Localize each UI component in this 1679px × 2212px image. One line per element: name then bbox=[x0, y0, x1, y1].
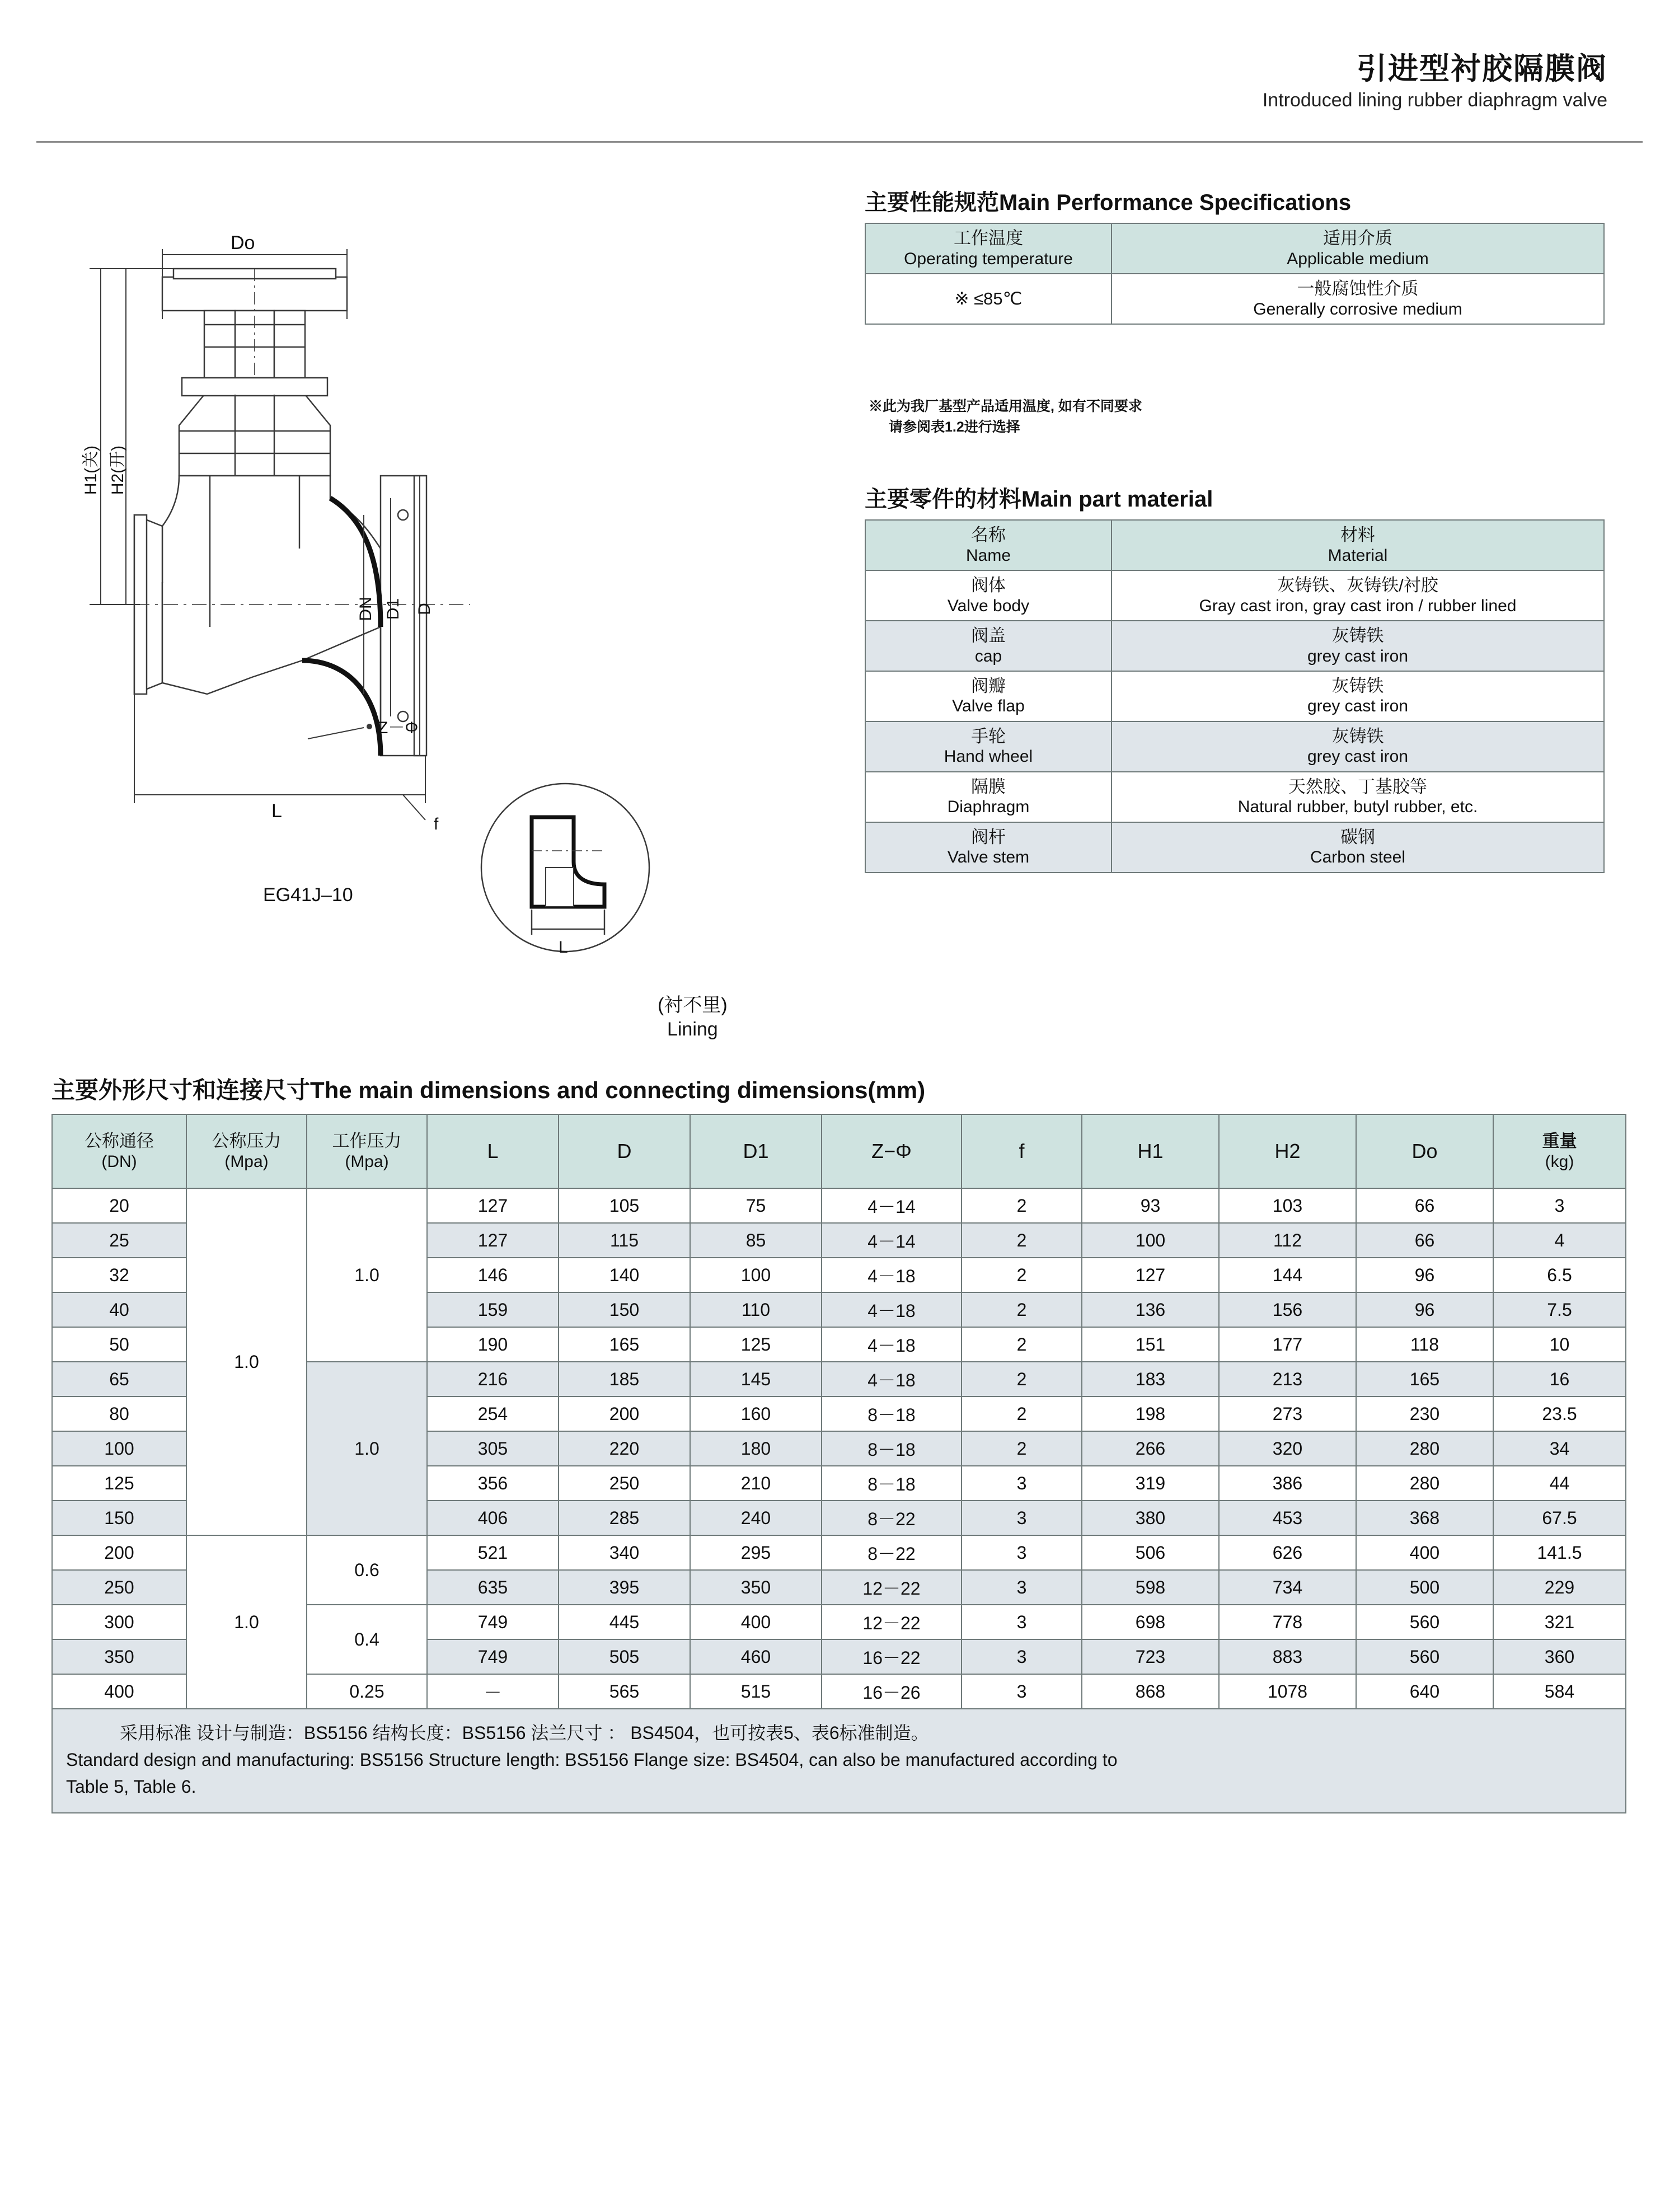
dim-col-f: f bbox=[962, 1114, 1082, 1188]
footnote-zh: 采用标准 设计与制造：BS5156 结构长度：BS5156 法兰尺寸 ： BS4504，也可按表5、表6标准制造。 bbox=[120, 1723, 929, 1743]
dim-col-d: D bbox=[559, 1114, 690, 1188]
table-row bbox=[52, 1535, 1626, 1570]
lining-label-en: Lining bbox=[667, 1018, 718, 1040]
cell-h2: 103 bbox=[1219, 1188, 1356, 1223]
dim-col-working-pressure: 工作压力 (Mpa) bbox=[307, 1114, 427, 1188]
cell-l: 749 bbox=[427, 1639, 559, 1674]
cell-z-phi: 4－18 bbox=[822, 1327, 962, 1362]
cell-d1: 400 bbox=[690, 1605, 822, 1639]
table-row bbox=[865, 822, 1604, 873]
cell-f: 2 bbox=[962, 1188, 1082, 1223]
lining-label-zh: (衬不里) bbox=[658, 995, 728, 1016]
cell-z-phi: 16－22 bbox=[822, 1639, 962, 1674]
cell-l: 406 bbox=[427, 1501, 559, 1535]
cell-l: 127 bbox=[427, 1223, 559, 1258]
dim-col-do: Do bbox=[1356, 1114, 1493, 1188]
cell-dn: 100 bbox=[52, 1431, 186, 1466]
cell-do: 500 bbox=[1356, 1570, 1493, 1605]
cell-d1: 100 bbox=[690, 1258, 822, 1292]
cell-h1: 319 bbox=[1082, 1466, 1219, 1501]
cell-f: 2 bbox=[962, 1327, 1082, 1362]
cell-l: 190 bbox=[427, 1327, 559, 1362]
cell-nominal-pressure-group-1: 1.0 bbox=[186, 1188, 307, 1535]
cell-z-phi: 4－18 bbox=[822, 1258, 962, 1292]
cell-l: 356 bbox=[427, 1466, 559, 1501]
table-row bbox=[865, 274, 1604, 324]
cell-h2: 626 bbox=[1219, 1535, 1356, 1570]
cell-h2: 273 bbox=[1219, 1396, 1356, 1431]
cell-weight: 7.5 bbox=[1493, 1292, 1626, 1327]
cell-h2: 112 bbox=[1219, 1223, 1356, 1258]
material-name-cell: 阀瓣 Valve flap bbox=[865, 671, 1111, 721]
cell-dn: 200 bbox=[52, 1535, 186, 1570]
cell-h2: 177 bbox=[1219, 1327, 1356, 1362]
dimensions-table bbox=[51, 1114, 1626, 1813]
material-name-cell: 阀杆 Valve stem bbox=[865, 822, 1111, 873]
cell-f: 3 bbox=[962, 1639, 1082, 1674]
page-title-zh: 引进型衬胶隔膜阀 bbox=[1357, 52, 1607, 86]
dim-label-d: D bbox=[415, 603, 434, 615]
cell-d: 250 bbox=[559, 1466, 690, 1501]
page-title-en: Introduced lining rubber diaphragm valve bbox=[1262, 90, 1607, 111]
cell-d: 140 bbox=[559, 1258, 690, 1292]
cell-d1: 160 bbox=[690, 1396, 822, 1431]
cell-dn: 125 bbox=[52, 1466, 186, 1501]
cell-do: 280 bbox=[1356, 1466, 1493, 1501]
cell-f: 3 bbox=[962, 1570, 1082, 1605]
cell-dn: 40 bbox=[52, 1292, 186, 1327]
table-header-row bbox=[865, 520, 1604, 570]
cell-z-phi: 8－18 bbox=[822, 1466, 962, 1501]
material-col-material: 材料 Material bbox=[1111, 520, 1604, 570]
cell-do: 560 bbox=[1356, 1639, 1493, 1674]
cell-h1: 506 bbox=[1082, 1535, 1219, 1570]
cell-h2: 453 bbox=[1219, 1501, 1356, 1535]
cell-l: 521 bbox=[427, 1535, 559, 1570]
cell-dn: 65 bbox=[52, 1362, 186, 1396]
cell-do: 96 bbox=[1356, 1258, 1493, 1292]
cell-z-phi: 8－22 bbox=[822, 1535, 962, 1570]
cell-dn: 400 bbox=[52, 1674, 186, 1709]
cell-d: 505 bbox=[559, 1639, 690, 1674]
cell-z-phi: 12－22 bbox=[822, 1605, 962, 1639]
perf-col-medium: 适用介质 Applicable medium bbox=[1111, 223, 1604, 274]
table-footnote-row bbox=[52, 1709, 1626, 1813]
cell-weight: 16 bbox=[1493, 1362, 1626, 1396]
cell-d1: 85 bbox=[690, 1223, 822, 1258]
performance-footnote-line1: ※此为我厂基型产品适用温度, 如有不同要求 bbox=[869, 399, 1142, 415]
cell-l: 305 bbox=[427, 1431, 559, 1466]
cell-f: 3 bbox=[962, 1466, 1082, 1501]
cell-working-pressure-group-4: 0.4 bbox=[307, 1605, 427, 1674]
cell-d: 340 bbox=[559, 1535, 690, 1570]
performance-footnote bbox=[869, 376, 1142, 457]
performance-section-heading: 主要性能规范Main Performance Specifications bbox=[865, 190, 1352, 215]
dim-label-l-detail: L bbox=[559, 938, 568, 957]
dimensions-footnote bbox=[52, 1709, 1626, 1813]
dim-label-do: Do bbox=[231, 235, 255, 254]
cell-d: 115 bbox=[559, 1223, 690, 1258]
material-name-cell: 阀体 Valve body bbox=[865, 570, 1111, 621]
cell-weight: 141.5 bbox=[1493, 1535, 1626, 1570]
cell-f: 2 bbox=[962, 1223, 1082, 1258]
material-col-name: 名称 Name bbox=[865, 520, 1111, 570]
cell-h1: 151 bbox=[1082, 1327, 1219, 1362]
cell-h2: 778 bbox=[1219, 1605, 1356, 1639]
cell-h2: 144 bbox=[1219, 1258, 1356, 1292]
cell-l: － bbox=[427, 1674, 559, 1709]
cell-weight: 4 bbox=[1493, 1223, 1626, 1258]
dimensions-section-heading: 主要外形尺寸和连接尺寸The main dimensions and connecting dimensions(mm) bbox=[51, 1077, 926, 1103]
header-divider bbox=[36, 141, 1643, 143]
cell-d1: 295 bbox=[690, 1535, 822, 1570]
dim-label-d1: D1 bbox=[384, 598, 402, 620]
cell-do: 96 bbox=[1356, 1292, 1493, 1327]
material-value-cell: 灰铸铁 grey cast iron bbox=[1111, 671, 1604, 721]
cell-h1: 723 bbox=[1082, 1639, 1219, 1674]
cell-weight: 584 bbox=[1493, 1674, 1626, 1709]
cell-weight: 3 bbox=[1493, 1188, 1626, 1223]
cell-d1: 180 bbox=[690, 1431, 822, 1466]
cell-weight: 360 bbox=[1493, 1639, 1626, 1674]
material-value-cell: 碳钢 Carbon steel bbox=[1111, 822, 1604, 873]
perf-value-medium: 一般腐蚀性介质 Generally corrosive medium bbox=[1111, 274, 1604, 324]
cell-weight: 10 bbox=[1493, 1327, 1626, 1362]
cell-dn: 250 bbox=[52, 1570, 186, 1605]
cell-d: 150 bbox=[559, 1292, 690, 1327]
table-header-row bbox=[865, 223, 1604, 274]
cell-dn: 350 bbox=[52, 1639, 186, 1674]
cell-d: 105 bbox=[559, 1188, 690, 1223]
cell-d1: 515 bbox=[690, 1674, 822, 1709]
table-row bbox=[865, 671, 1604, 721]
valve-model-label: EG41J–10 bbox=[263, 884, 353, 906]
cell-dn: 300 bbox=[52, 1605, 186, 1639]
cell-z-phi: 4－14 bbox=[822, 1223, 962, 1258]
cell-z-phi: 4－18 bbox=[822, 1362, 962, 1396]
dim-col-d1: D1 bbox=[690, 1114, 822, 1188]
cell-weight: 229 bbox=[1493, 1570, 1626, 1605]
cell-z-phi: 12－22 bbox=[822, 1570, 962, 1605]
cell-dn: 20 bbox=[52, 1188, 186, 1223]
cell-d1: 145 bbox=[690, 1362, 822, 1396]
cell-d: 395 bbox=[559, 1570, 690, 1605]
cell-l: 749 bbox=[427, 1605, 559, 1639]
cell-h1: 598 bbox=[1082, 1570, 1219, 1605]
cell-h1: 183 bbox=[1082, 1362, 1219, 1396]
cell-z-phi: 8－18 bbox=[822, 1431, 962, 1466]
cell-f: 3 bbox=[962, 1605, 1082, 1639]
performance-table bbox=[865, 223, 1605, 325]
cell-d: 165 bbox=[559, 1327, 690, 1362]
cell-h1: 100 bbox=[1082, 1223, 1219, 1258]
cell-h1: 127 bbox=[1082, 1258, 1219, 1292]
cell-l: 146 bbox=[427, 1258, 559, 1292]
cell-h2: 320 bbox=[1219, 1431, 1356, 1466]
performance-footnote-line2: 请参阅表1.2进行选择 bbox=[889, 419, 1020, 435]
cell-do: 400 bbox=[1356, 1535, 1493, 1570]
material-name-cell: 隔膜 Diaphragm bbox=[865, 772, 1111, 822]
cell-h2: 213 bbox=[1219, 1362, 1356, 1396]
cell-d1: 460 bbox=[690, 1639, 822, 1674]
material-section-heading: 主要零件的材料Main part material bbox=[865, 487, 1213, 512]
cell-dn: 80 bbox=[52, 1396, 186, 1431]
cell-z-phi: 4－18 bbox=[822, 1292, 962, 1327]
cell-h2: 883 bbox=[1219, 1639, 1356, 1674]
cell-weight: 34 bbox=[1493, 1431, 1626, 1466]
cell-do: 368 bbox=[1356, 1501, 1493, 1535]
cell-working-pressure-group-2: 1.0 bbox=[307, 1362, 427, 1535]
cell-weight: 321 bbox=[1493, 1605, 1626, 1639]
cell-f: 3 bbox=[962, 1674, 1082, 1709]
footnote-en-line2: Table 5, Table 6. bbox=[66, 1777, 196, 1797]
cell-nominal-pressure-group-2: 1.0 bbox=[186, 1535, 307, 1709]
dim-col-weight: 重量 (kg) bbox=[1493, 1114, 1626, 1188]
cell-d1: 210 bbox=[690, 1466, 822, 1501]
cell-dn: 50 bbox=[52, 1327, 186, 1362]
table-header-row bbox=[52, 1114, 1626, 1188]
dim-col-dn: 公称通径 (DN) bbox=[52, 1114, 186, 1188]
dim-label-z-phi: Z－Φ bbox=[378, 719, 419, 737]
cell-h2: 1078 bbox=[1219, 1674, 1356, 1709]
material-value-cell: 灰铸铁、灰铸铁/衬胶 Gray cast iron, gray cast iron / rubber lined bbox=[1111, 570, 1604, 621]
cell-do: 66 bbox=[1356, 1223, 1493, 1258]
cell-d1: 125 bbox=[690, 1327, 822, 1362]
dim-col-l: L bbox=[427, 1114, 559, 1188]
valve-technical-drawing bbox=[67, 235, 823, 1047]
cell-weight: 44 bbox=[1493, 1466, 1626, 1501]
cell-f: 2 bbox=[962, 1362, 1082, 1396]
cell-d1: 75 bbox=[690, 1188, 822, 1223]
dim-label-dn: DN bbox=[357, 597, 375, 621]
footnote-en-line1: Standard design and manufacturing: BS5156 Structure length: BS5156 Flange size: BS4504, can also be manufactured according to bbox=[66, 1750, 1118, 1770]
cell-h2: 386 bbox=[1219, 1466, 1356, 1501]
dim-label-h1: H1(关) bbox=[82, 445, 100, 495]
cell-h1: 380 bbox=[1082, 1501, 1219, 1535]
dim-label-f: f bbox=[434, 815, 439, 833]
cell-l: 127 bbox=[427, 1188, 559, 1223]
cell-d1: 240 bbox=[690, 1501, 822, 1535]
cell-d: 185 bbox=[559, 1362, 690, 1396]
cell-f: 3 bbox=[962, 1535, 1082, 1570]
cell-dn: 25 bbox=[52, 1223, 186, 1258]
cell-h1: 698 bbox=[1082, 1605, 1219, 1639]
material-value-cell: 天然胶、丁基胶等 Natural rubber, butyl rubber, etc. bbox=[1111, 772, 1604, 822]
cell-weight: 67.5 bbox=[1493, 1501, 1626, 1535]
dim-col-z-phi: Z−Φ bbox=[822, 1114, 962, 1188]
page-header bbox=[0, 0, 1679, 144]
cell-l: 159 bbox=[427, 1292, 559, 1327]
material-name-cell: 手轮 Hand wheel bbox=[865, 721, 1111, 772]
cell-weight: 6.5 bbox=[1493, 1258, 1626, 1292]
table-row bbox=[52, 1188, 1626, 1223]
dim-col-h2: H2 bbox=[1219, 1114, 1356, 1188]
dim-label-h2: H2(开) bbox=[109, 445, 127, 495]
cell-d1: 110 bbox=[690, 1292, 822, 1327]
cell-l: 254 bbox=[427, 1396, 559, 1431]
cell-z-phi: 8－22 bbox=[822, 1501, 962, 1535]
dim-col-nominal-pressure: 公称压力 (Mpa) bbox=[186, 1114, 307, 1188]
cell-do: 640 bbox=[1356, 1674, 1493, 1709]
material-value-cell: 灰铸铁 grey cast iron bbox=[1111, 621, 1604, 671]
cell-f: 3 bbox=[962, 1501, 1082, 1535]
cell-z-phi: 16－26 bbox=[822, 1674, 962, 1709]
cell-d: 445 bbox=[559, 1605, 690, 1639]
perf-col-temperature: 工作温度 Operating temperature bbox=[865, 223, 1111, 274]
cell-h1: 868 bbox=[1082, 1674, 1219, 1709]
cell-h2: 156 bbox=[1219, 1292, 1356, 1327]
cell-h1: 136 bbox=[1082, 1292, 1219, 1327]
dim-label-l: L bbox=[271, 800, 282, 822]
material-name-cell: 阀盖 cap bbox=[865, 621, 1111, 671]
cell-do: 66 bbox=[1356, 1188, 1493, 1223]
table-row bbox=[865, 721, 1604, 772]
cell-working-pressure-group-1: 1.0 bbox=[307, 1188, 427, 1362]
cell-f: 2 bbox=[962, 1292, 1082, 1327]
cell-do: 560 bbox=[1356, 1605, 1493, 1639]
cell-f: 2 bbox=[962, 1396, 1082, 1431]
lining-detail-label bbox=[658, 993, 728, 1041]
cell-h1: 198 bbox=[1082, 1396, 1219, 1431]
cell-working-pressure-group-5: 0.25 bbox=[307, 1674, 427, 1709]
cell-working-pressure-group-3: 0.6 bbox=[307, 1535, 427, 1605]
cell-do: 118 bbox=[1356, 1327, 1493, 1362]
cell-h1: 93 bbox=[1082, 1188, 1219, 1223]
cell-dn: 150 bbox=[52, 1501, 186, 1535]
cell-d1: 350 bbox=[690, 1570, 822, 1605]
cell-l: 635 bbox=[427, 1570, 559, 1605]
table-row bbox=[865, 621, 1604, 671]
cell-h2: 734 bbox=[1219, 1570, 1356, 1605]
cell-dn: 32 bbox=[52, 1258, 186, 1292]
perf-value-temperature: ※ ≤85℃ bbox=[865, 274, 1111, 324]
dim-col-h1: H1 bbox=[1082, 1114, 1219, 1188]
cell-f: 2 bbox=[962, 1431, 1082, 1466]
table-row bbox=[865, 570, 1604, 621]
cell-f: 2 bbox=[962, 1258, 1082, 1292]
cell-d: 200 bbox=[559, 1396, 690, 1431]
cell-d: 220 bbox=[559, 1431, 690, 1466]
table-row bbox=[865, 772, 1604, 822]
cell-do: 230 bbox=[1356, 1396, 1493, 1431]
cell-h1: 266 bbox=[1082, 1431, 1219, 1466]
cell-do: 280 bbox=[1356, 1431, 1493, 1466]
cell-d: 565 bbox=[559, 1674, 690, 1709]
cell-do: 165 bbox=[1356, 1362, 1493, 1396]
material-value-cell: 灰铸铁 grey cast iron bbox=[1111, 721, 1604, 772]
material-table bbox=[865, 519, 1605, 873]
cell-weight: 23.5 bbox=[1493, 1396, 1626, 1431]
cell-d: 285 bbox=[559, 1501, 690, 1535]
cell-z-phi: 8－18 bbox=[822, 1396, 962, 1431]
cell-l: 216 bbox=[427, 1362, 559, 1396]
cell-z-phi: 4－14 bbox=[822, 1188, 962, 1223]
